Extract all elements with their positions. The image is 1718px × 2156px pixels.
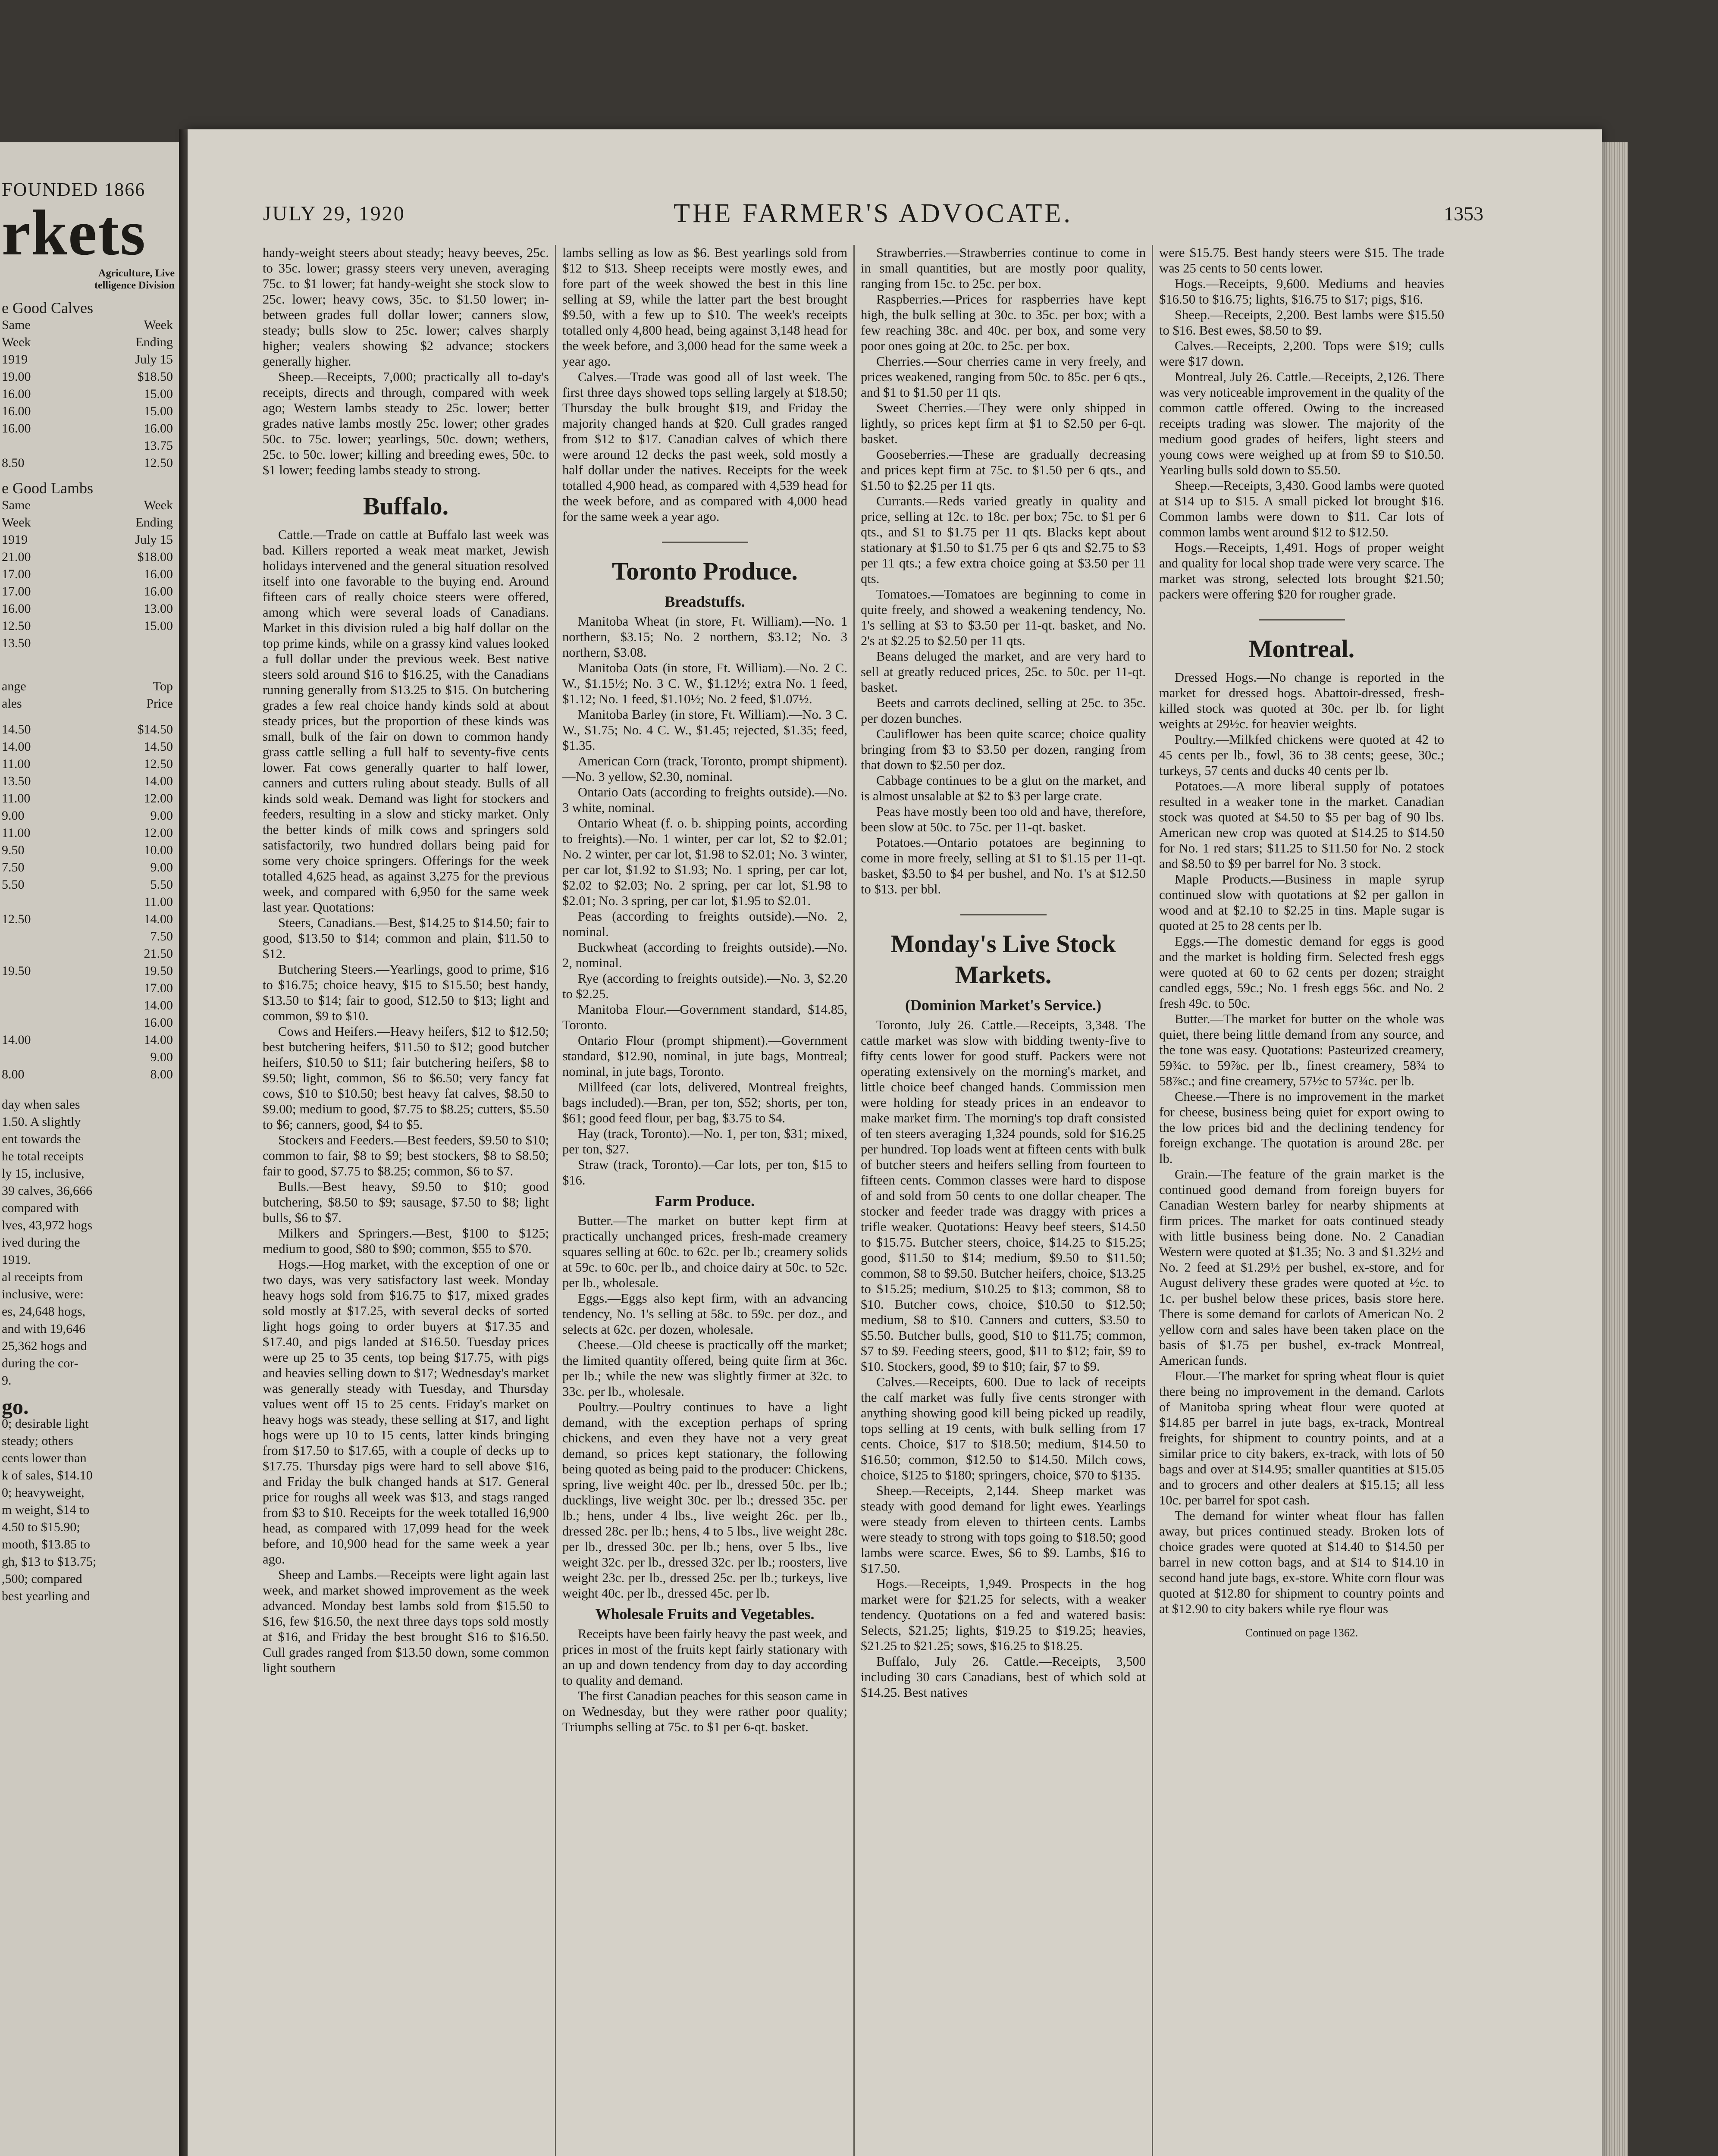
paragraph: handy-weight steers about steady; heavy beeves, 25c. to 35c. lower; grassy steers very uneven, averaging 75c. to $1 lower; fat handy-weight she stock slow to 25c. lower; heavy cows, 35c. to $1.50 lower; in-between grades full dollar lower; canners slow, steady; bulls slow to 25c. lower; calves sharply higher; vealers showing $2 advance; stockers generally higher.	[263, 245, 549, 369]
table-cell: 8.50	[2, 456, 25, 470]
table-cell: July 15	[135, 352, 173, 367]
table-cell: 14.50	[144, 740, 173, 754]
paragraph: Rye (according to freights outside).—No. 3, $2.20 to $2.25.	[562, 971, 847, 1001]
text-line: 9.	[2, 1373, 12, 1388]
paragraph: Ontario Oats (according to freights outside).—No. 3 white, nominal.	[562, 785, 847, 815]
table-cell: ange	[2, 679, 26, 693]
column-3	[853, 245, 1152, 2156]
paragraph: Steers, Canadians.—Best, $14.25 to $14.50; fair to good, $13.50 to $14; common and plain, $11.50 to $12.	[263, 915, 549, 961]
table-cell: 14.00	[144, 1033, 173, 1047]
table-cell: 12.50	[2, 912, 31, 926]
table-row	[0, 583, 179, 600]
facing-page-fragment	[0, 142, 179, 2156]
table-cell: 13.00	[144, 602, 173, 616]
page-edges	[1602, 142, 1628, 2156]
facing-section-title: go.	[2, 1395, 29, 1419]
table-cell: 9.00	[150, 808, 173, 823]
paragraph: Butter.—The market for butter on the whole was quiet, there being little demand from any source, and the tone was easy. Quotations: Pasteurized creamery, 59¾c. to 59⅞c. per lb., finest creamery, 58¾ to 58⅞c.; and fine creamery, 57½c to 57¾c. per lb.	[1159, 1012, 1444, 1088]
table-row	[0, 317, 179, 334]
paragraph: Calves.—Trade was good all of last week. The first three days showed tops selling largely at $18.50; Thursday the bulk brought $19, and Friday the majority changed hands at $20. Cull grades ranged from $12 to $17. Canadian calves of which there were around 12 decks the past week, sold mostly a half dollar under the natives. Receipts for the week totalled 4,900 head, as compared with 4,539 head for the week before, and as compared with 4,000 head for the same week a year ago.	[562, 370, 847, 524]
paragraph: Hogs.—Receipts, 1,949. Prospects in the hog market were for $21.25 for selects, with a weaker tendency. Quotations on a fed and watered basis: Selects, $21.25; lights, $19.25 to $19.25; heavies, $21.25 to $21.25; sows, $16.25 to $18.25.	[861, 1576, 1146, 1653]
table-cell: Week	[144, 318, 173, 332]
table-row	[0, 497, 179, 514]
table-cell: 19.50	[2, 964, 31, 978]
table-cell: 11.00	[2, 826, 31, 840]
paragraph: Toronto, July 26. Cattle.—Receipts, 3,348. The cattle market was slow with bidding twenty-five to fifty cents lower for good stuff. Packers were not operating extensively on the morning's market, and little choice beef changed hands. Commission men were holding for steady prices in an endeavor to make market firm. The morning's top draft consisted of ten steers averaging 1,324 pounds, sold for $16.25 per hundred. Top loads went at fifteen cents with bulk of butcher steers and heifers selling from fourteen to fifteen cents. Common classes were hard to dispose of and sold from 50 cents to one dollar cheaper. The stocker and feeder trade was draggy with prices a trifle weaker. Quotations: Heavy beef steers, $14.50 to $15.75. Butcher steers, choice, $14.25 to $15.25; good, $11.50 to $14; medium, $9.50 to $11.50; common, $8 to $9.50. Butcher heifers, choice, $13.25 to $15.25; medium, $10.25 to $13; common, $8 to $10. Butcher cows, choice, $10.50 to $12.50; medium, $8 to $10. Canners and cutters, $3.50 to $5.50. Butcher bulls, good, $10 to $11.75; common, $7 to $9. Feeding steers, good, $11 to $12; fair, $9 to $10. Stockers, good, $9 to $10; fair, $7 to $9.	[861, 1018, 1146, 1374]
paragraph: Maple Products.—Business in maple syrup continued slow with quotations at $2 per gallon in wood and at $2.10 to $2.25 in tins. Maple sugar is quoted at 25 to 28 cents per lb.	[1159, 872, 1444, 933]
paragraph: were $15.75. Best handy steers were $15. The trade was 25 cents to 50 cents lower.	[1159, 245, 1444, 276]
paragraph: Straw (track, Toronto).—Car lots, per ton, $15 to $16.	[562, 1157, 847, 1188]
table-row	[0, 1066, 179, 1083]
paragraph: Flour.—The market for spring wheat flour is quiet there being no improvement in the demand. Carlots of Manitoba spring wheat flour were quoted at $14.85 per barrel in jute bags, ex-track, Montreal freights, for shipment to country points, and at a similar price to city bakers, ex-track, with lots of 50 bags and over at $14.95; smaller quantities at $15.05 and to grocers and other dealers at $15.15; all less 10c. per barrel for spot cash.	[1159, 1369, 1444, 1507]
table-cell: 11.00	[2, 757, 31, 771]
paragraph: Gooseberries.—These are gradually decreasing and prices kept firm at 75c. to $1.50 per 6 qts., and $1.50 to $2.25 per 11 qts.	[861, 447, 1146, 493]
table-cell: 17.00	[144, 981, 173, 995]
table-cell: 11.00	[2, 791, 31, 805]
table-cell: 13.50	[2, 636, 31, 650]
table-row	[0, 980, 179, 997]
paragraph: Raspberries.—Prices for raspberries have kept high, the bulk selling at 30c. to 35c. per box; with a few reaching 38c. and 40c. per box, and some very poor ones going at 20c. to 25c. per box.	[861, 292, 1146, 353]
text-line: 25,362 hogs and	[2, 1339, 87, 1353]
text-line: k of sales, $14.10	[2, 1468, 93, 1482]
paragraph: Potatoes.—Ontario potatoes are beginning to come in more freely, selling at $1 to $1.15 per 11-qt. basket, $3.50 to $4 per bushel, and No. 1's at $12.50 to $13. per bbl.	[861, 835, 1146, 896]
table-cell: 12.00	[144, 791, 173, 805]
paragraph: Potatoes.—A more liberal supply of potatoes resulted in a weaker tone in the market. Canadian stock was quoted at $4.50 to $5 per bag of 90 lbs. American new crop was quoted at $14.25 to $14.50 for No. 1 red stars; $11.25 to $11.50 for No. 2 stock and $8.50 to $9 per barrel for No. 3 stock.	[1159, 779, 1444, 871]
table-cell: 9.00	[2, 808, 25, 823]
table-cell: 11.00	[144, 895, 173, 909]
table-row	[0, 945, 179, 962]
paragraph: Peas (according to freights outside).—No. 2, nominal.	[562, 909, 847, 939]
table-cell: Price	[146, 696, 173, 711]
divider	[960, 914, 1047, 915]
table-cell: 15.00	[144, 619, 173, 633]
text-line: mooth, $13.85 to	[2, 1537, 91, 1551]
paragraph: Sheep.—Receipts, 2,144. Sheep market was steady with good demand for light ewes. Yearlings were steady from eleven to thirteen cents. Lambs were steady to strong with tops going to $18.50; good lambs were scarce. Ewes, $6 to $9. Lambs, $16 to $17.50.	[861, 1483, 1146, 1576]
paragraph: Manitoba Wheat (in store, Ft. William).—No. 1 northern, $3.15; No. 2 northern, $3.12; No. 3 northern, $3.08.	[562, 614, 847, 660]
masthead: THE FARMER'S ADVOCATE.	[674, 198, 1073, 228]
paragraph: Milkers and Springers.—Best, $100 to $125; medium to good, $80 to $90; common, $55 to $70.	[263, 1226, 549, 1256]
table-row	[0, 600, 179, 617]
paragraph: Eggs.—The domestic demand for eggs is good and the market is holding firm. Selected fresh eggs were quoted at 60 to 62 cents per dozen; straight candled eggs, 59c.; No. 1 fresh eggs 56c. and No. 2 fresh 49c. to 50c.	[1159, 934, 1444, 1011]
paragraph: Receipts have been fairly heavy the past week, and prices in most of the fruits kept fairly stationary with an up and down tendency from day to day according to quality and demand.	[562, 1626, 847, 1688]
text-line: during the cor-	[2, 1356, 78, 1370]
table-cell: 21.00	[2, 550, 31, 564]
table-cell: 12.50	[144, 757, 173, 771]
table-cell: 1919	[2, 533, 28, 547]
table-row	[0, 911, 179, 928]
text-line: inclusive, were:	[2, 1287, 84, 1301]
paragraph: Strawberries.—Strawberries continue to come in in small quantities, but are mostly poor quality, ranging from 15c. to 25c. per box.	[861, 245, 1146, 291]
table-row	[0, 531, 179, 548]
text-line: 1919.	[2, 1253, 31, 1267]
credit-line-2: telligence Division	[94, 280, 175, 291]
paragraph: Cows and Heifers.—Heavy heifers, $12 to $12.50; best butchering heifers, $11.50 to $12; good butcher heifers, $10.50 to $11; fair butchering heifers, $8 to $9.50; light, common, $6 to $6.50; very fancy fat cows, $10 to $10.50; best heavy fat calves, $8.50 to $9.00; medium to good, $7.75 to $8.25; cutters, $5.50 to $6; canners, good, $4 to $5.	[263, 1024, 549, 1132]
text-line: cents lower than	[2, 1451, 87, 1465]
paragraph: Beans deluged the market, and are very hard to sell at greatly reduced prices, 25c. to 50c. per 11-qt. basket.	[861, 649, 1146, 695]
column-4	[1152, 245, 1450, 2156]
table-row	[0, 1031, 179, 1049]
divider	[662, 542, 748, 543]
table-cell: Top	[153, 679, 173, 693]
text-line: es, 24,648 hogs,	[2, 1304, 86, 1319]
paragraph: Eggs.—Eggs also kept firm, with an advancing tendency, No. 1's selling at 58c. to 59c. per doz., and selects at 62c. per dozen, wholesale.	[562, 1291, 847, 1337]
section-title-toronto-produce: Toronto Produce.	[612, 557, 798, 585]
newspaper-page	[188, 129, 1602, 2156]
table-cell: 21.50	[144, 946, 173, 961]
table-cell: 14.00	[2, 1033, 31, 1047]
paragraph: Calves.—Receipts, 600. Due to lack of receipts the calf market was fully five cents stronger with anything showing good kill being picked up readily, tops selling at 19 cents, with bulk selling from 17 cents. Choice, $17 to $18.50; medium, $14.50 to $16.50; common, $12.50 to $14.50. Milch cows, choice, $125 to $180; springers, choice, $70 to $135.	[861, 1375, 1146, 1482]
facing-text-fragment	[0, 1096, 179, 1389]
table-row	[0, 962, 179, 980]
table-cell: 9.00	[150, 1050, 173, 1064]
paragraph: Cauliflower has been quite scarce; choice quality bringing from $3 to $3.50 per dozen, ranging from that down to $2.50 per doz.	[861, 727, 1146, 772]
paragraph: Hay (track, Toronto).—No. 1, per ton, $31; mixed, per ton, $27.	[562, 1126, 847, 1156]
page-number: 1353	[1444, 202, 1483, 225]
paragraph: Stockers and Feeders.—Best feeders, $9.50 to $10; common to fair, $8 to $9; best stockers, $8 to $8.50; fair to good, $7.75 to $8.25; common, $6 to $7.	[263, 1133, 549, 1178]
table-row	[0, 548, 179, 566]
table-cell: 16.00	[2, 602, 31, 616]
paragraph: American Corn (track, Toronto, prompt shipment).—No. 3 yellow, $2.30, nominal.	[562, 754, 847, 784]
table-row	[0, 695, 179, 712]
paragraph: lambs selling as low as $6. Best yearlings sold from $12 to $13. Sheep receipts were mostly ewes, and fore part of the week showed the best in this line selling at $9, while the latter part the best brought $9.50, with a few up to $10. The week's receipts totalled only 4,800 head, being against 3,148 head for the week before, and 3,000 head for the same week a year ago.	[562, 245, 847, 369]
price-table	[0, 721, 179, 1083]
table-row	[0, 420, 179, 437]
table-row	[0, 928, 179, 945]
price-table-head	[0, 678, 179, 712]
paragraph: Tomatoes.—Tomatoes are beginning to come in quite freely, and showed a weakening tendency, No. 1's selling at $3 to $3.50 per 11-qt. basket, and No. 2's at $2.25 to $2.50 per 11 qts.	[861, 587, 1146, 648]
table-row	[0, 1014, 179, 1031]
table-cell: 16.00	[144, 567, 173, 581]
text-line: best yearling and	[2, 1589, 90, 1603]
table-cell: Week	[144, 498, 173, 512]
table-cell: 16.00	[144, 584, 173, 599]
paragraph: Cabbage continues to be a glut on the market, and is almost unsalable at $2 to $3 per large crate.	[861, 773, 1146, 803]
column-2	[555, 245, 853, 2156]
text-line: 1.50. A slightly	[2, 1115, 81, 1129]
table-row	[0, 790, 179, 807]
issue-date: JULY 29, 1920	[263, 202, 405, 225]
paragraph: Sheep.—Receipts, 3,430. Good lambs were quoted at $14 up to $15. A small picked lot brought $16. Common lambs were down to $11. Car lots of common lambs went around $12 to $12.50.	[1159, 478, 1444, 539]
paragraph: The first Canadian peaches for this season came in on Wednesday, but they were rather poor quality; Triumphs selling at 75c. to $1 per 6-qt. basket.	[562, 1689, 847, 1734]
paragraph: Buckwheat (according to freights outside).—No. 2, nominal.	[562, 940, 847, 970]
text-line: day when sales	[2, 1097, 80, 1112]
paragraph: Beets and carrots declined, selling at 25c. to 35c. per dozen bunches.	[861, 696, 1146, 726]
table-cell: 15.00	[144, 387, 173, 401]
page-header	[263, 194, 1483, 233]
paragraph: Hogs.—Receipts, 9,600. Mediums and heavies $16.50 to $16.75; lights, $16.75 to $17; pigs, $16.	[1159, 276, 1444, 307]
table-row	[0, 454, 179, 472]
lambs-table	[0, 497, 179, 652]
table-cell: 14.00	[2, 740, 31, 754]
calves-table	[0, 317, 179, 472]
founded-label: FOUNDED 1866	[2, 179, 146, 200]
paragraph: Peas have mostly been too old and have, therefore, been slow at 50c. to 75c. per 11-qt. basket.	[861, 804, 1146, 834]
lambs-heading: e Good Lambs	[2, 479, 93, 497]
text-line: ,500; compared	[2, 1572, 82, 1586]
paragraph: Montreal, July 26. Cattle.—Receipts, 2,126. There was very noticeable improvement in the quality of the common cattle offered. Owing to the increased receipts trading was slower. The majority of the medium good grades of heifers, light steers and young cows were weighed up at from $9 to $10.50. Yearling bulls sold down to $5.50.	[1159, 370, 1444, 477]
credit-line-1: Agriculture, Live	[98, 268, 175, 279]
table-cell: 14.50	[2, 722, 31, 736]
table-cell: July 15	[135, 533, 173, 547]
book-gutter	[179, 129, 188, 2156]
paragraph: The demand for winter wheat flour has fallen away, but prices continued steady. Broken lots of choice grades were quoted at $14.40 to $14.50 per barrel in new cotton bags, and at $14 to $14.10 in second hand jute bags, ex-store. White corn flour was quoted at $12.80 for shipment to country points and at $12.90 to city bakers while rye flour was	[1159, 1508, 1444, 1616]
columns	[257, 245, 1490, 2156]
paragraph: Cherries.—Sour cherries came in very freely, and prices weakened, ranging from 50c. to 85c. per 6 qts., and $1 to $1.50 per 11 qts.	[861, 354, 1146, 400]
table-cell: 14.00	[144, 912, 173, 926]
table-cell: 14.00	[144, 998, 173, 1012]
section-title-monday-markets: Monday's Live Stock Markets.	[890, 930, 1116, 989]
table-cell: 5.50	[150, 877, 173, 892]
text-line: m weight, $14 to	[2, 1503, 90, 1517]
paragraph: Cheese.—There is no improvement in the market for cheese, business being quiet for export owing to the low prices bid and the declining tendency for foreign exchange. The quotation is around 28c. per lb.	[1159, 1089, 1444, 1166]
text-line: and with 19,646	[2, 1322, 86, 1336]
paragraph: Poultry.—Milkfed chickens were quoted at 42 to 45 cents per lb., fowl, 36 to 38 cents; geese, 30c.; turkeys, 57 cents and ducks 40 cents per lb.	[1159, 732, 1444, 778]
table-row	[0, 1049, 179, 1066]
table-row	[0, 773, 179, 790]
paragraph: Cheese.—Old cheese is practically off the market; the limited quantity offered, being quite firm at 36c. per lb.; while the new was slightly firmer at 32c. to 33c. per lb., wholesale.	[562, 1338, 847, 1399]
paragraph: Hogs.—Hog market, with the exception of one or two days, was very satisfactory last week. Monday heavy hogs sold from $16.75 to $17, mixed grades sold mostly at $17.25, with several decks of sorted light hogs going to order buyers at $17.35 and $17.40, and pigs landed at $16.50. Tuesday prices were up 25 to 35 cents, top being $17.75, with pigs and heavies selling down to $17; Wednesday's market was generally steady with Tuesday, and Thursday values went off 15 to 25 cents. Friday's market on heavy hogs was steady, these selling at $17, and light hogs were up 10 to 15 cents, latter kinds bringing from $17.50 to $17.65, with a couple of decks up to $17.75. Thursday pigs were hard to sell above $16, and Friday the bulk changed hands at $17. General price for roughs all week was $13, and stags ranged from $3 to $10. Receipts for the week totalled 16,900 head, as compared with 17,099 head for the week before, and 10,900 head for the same week a year ago.	[263, 1257, 549, 1567]
paragraph: Hogs.—Receipts, 1,491. Hogs of proper weight and quality for local shop trade were very scarce. The market was strong, selected lots brought $21.50; packers were offering $20 for rougher grade.	[1159, 540, 1444, 602]
table-cell: ales	[2, 696, 22, 711]
paragraph: Grain.—The feature of the grain market is the continued good demand from foreign buyers for Canadian Western barley for nearby shipments at firm prices. The market for oats continued steady with little business being done. No. 2 Canadian Western were quoted at $1.35; No. 3 and $1.32½ and No. 2 feed at $1.29½ per bushel, ex-store, and for August delivery these grades were quoted at ½c. to 1c. per bushel below these prices, basis store here. There is some demand for carlots of American No. 2 yellow corn and sales have been taken place on the basis of $1.75 per bushel, ex-track Montreal, American funds.	[1159, 1167, 1444, 1368]
text-line: 4.50 to $15.90;	[2, 1520, 80, 1534]
table-row	[0, 514, 179, 531]
table-row	[0, 566, 179, 583]
paragraph: Bulls.—Best heavy, $9.50 to $10; good butchering, $8.50 to $9; sausage, $7.50 to $8; light bulls, $6 to $7.	[263, 1179, 549, 1225]
table-cell: 8.00	[2, 1067, 25, 1081]
table-cell: Week	[2, 515, 31, 530]
subsection-title-breadstuffs: Breadstuffs.	[665, 593, 745, 610]
table-row	[0, 334, 179, 351]
calves-heading: e Good Calves	[2, 299, 93, 317]
paragraph: Sweet Cherries.—They were only shipped in lightly, so prices kept firm at $1 to $2.50 per 6-qt. basket.	[861, 401, 1146, 446]
section-subtitle: (Dominion Market's Service.)	[905, 997, 1101, 1014]
table-row	[0, 807, 179, 824]
table-row	[0, 755, 179, 773]
table-cell: $18.00	[137, 550, 173, 564]
table-cell: 9.00	[150, 860, 173, 874]
table-cell: 19.50	[144, 964, 173, 978]
table-cell: 16.00	[144, 1015, 173, 1030]
table-row	[0, 876, 179, 893]
table-cell: 5.50	[2, 877, 25, 892]
table-cell: 1919	[2, 352, 28, 367]
table-row	[0, 617, 179, 635]
table-cell: 7.50	[150, 929, 173, 943]
text-line: compared with	[2, 1201, 79, 1215]
table-cell: 8.00	[150, 1067, 173, 1081]
column-1	[257, 245, 555, 2156]
divider	[1259, 619, 1345, 620]
paragraph: Dressed Hogs.—No change is reported in the market for dressed hogs. Abattoir-dressed, fresh-killed stock was quoted at 30c. per lb. for light weights at 29½c. for heavier weights.	[1159, 670, 1444, 731]
section-title-buffalo: Buffalo.	[363, 492, 449, 520]
text-line: steady; others	[2, 1434, 73, 1448]
facing-text-fragment-2	[0, 1415, 179, 1605]
table-cell: 12.00	[144, 826, 173, 840]
table-cell: $14.50	[137, 722, 173, 736]
table-row	[0, 635, 179, 652]
table-row	[0, 721, 179, 738]
paragraph: Calves.—Receipts, 2,200. Tops were $19; culls were $17 down.	[1159, 338, 1444, 369]
table-cell: Ending	[135, 335, 173, 349]
table-cell: Week	[2, 335, 31, 349]
paragraph: Sheep.—Receipts, 7,000; practically all to-day's receipts, directs and through, compared with week ago; Western lambs steady to 25c. lower; better grades native lambs mostly 25c. lower; other grades 50c. to 75c. lower; yearlings, 50c. down; wethers, 25c. to 50c. lower; killing and breeding ewes, 50c. to $1 lower; feeding lambs steady to strong.	[263, 370, 549, 477]
paragraph: Buffalo, July 26. Cattle.—Receipts, 3,500 including 30 cars Canadians, best of which sold at $14.25. Best natives	[861, 1654, 1146, 1700]
table-row	[0, 842, 179, 859]
text-line: 0; desirable light	[2, 1416, 89, 1431]
paragraph: Millfeed (car lots, delivered, Montreal freights, bags included).—Bran, per ton, $52; shorts, per ton, $61; good feed flour, per bag, $3.75 to $4.	[562, 1080, 847, 1125]
text-line: ly 15, inclusive,	[2, 1166, 85, 1181]
table-cell: 12.50	[144, 456, 173, 470]
table-row	[0, 738, 179, 755]
paragraph: Currants.—Reds varied greatly in quality and price, selling at 12c. to 18c. per box; 75c. to $1 per 6 qts., and $1 to $1.75 per 11 qts. Blacks kept about stationary at $1.50 to $1.75 per 6 qts and $2.75 to $3 per 11 qts.; a few extra choice going at $3.50 per 11 qts.	[861, 494, 1146, 586]
table-cell: 10.00	[144, 843, 173, 857]
table-cell: 9.50	[2, 843, 25, 857]
paragraph: Manitoba Flour.—Government standard, $14.85, Toronto.	[562, 1002, 847, 1032]
table-cell: $18.50	[137, 370, 173, 384]
table-row	[0, 997, 179, 1014]
paragraph: Ontario Flour (prompt shipment).—Government standard, $12.90, nominal, in jute bags, Montreal; nominal, in jute bags, Toronto.	[562, 1033, 847, 1079]
subsection-title-wholesale: Wholesale Fruits and Vegetables.	[595, 1605, 815, 1623]
table-row	[0, 893, 179, 911]
table-row	[0, 368, 179, 385]
table-cell: 16.00	[144, 421, 173, 436]
paragraph: Sheep.—Receipts, 2,200. Best lambs were $15.50 to $16. Best ewes, $8.50 to $9.	[1159, 307, 1444, 338]
text-line: he total receipts	[2, 1149, 84, 1163]
table-cell: 7.50	[2, 860, 25, 874]
table-cell: 17.00	[2, 567, 31, 581]
paragraph: Butter.—The market on butter kept firm at practically unchanged prices, fresh-made creamery squares selling at 60c. to 62c. per lb.; creamery solids at 59c. to 60c. per lb., and choice dairy at 50c. to 52c. per lb., wholesale.	[562, 1213, 847, 1290]
paragraph: Manitoba Barley (in store, Ft. William).—No. 3 C. W., $1.75; No. 4 C. W., $1.45; rejected, $1.35; feed, $1.35.	[562, 707, 847, 753]
paragraph: Cattle.—Trade on cattle at Buffalo last week was bad. Killers reported a weak meat market, Jewish holidays intervened and the general situation resolved itself into one favorable to the buying end. Around fifteen cars of really choice steers were offered, among which were several loads of Canadians. Market in this division ruled a big half dollar on the top prime kinds, while on a grassy kind values looked a full dollar under the previous week. Best native steers sold around $16 to $16.25, with the Canadians running generally from $13.25 to $15. On butchering grades a few real choice handy kinds sold at about steady prices, but the proportion of these kinds was small, bulk of the fair on down to common handy grass cattle selling a full half to seventy-five cents lower. Fat cows generally quarter to half lower, canners and cutters ruling about steady. Bulls of all kinds sold weak. Demand was light for stockers and feeders, resulting in a slow and sticky market. Only the better kinds of milk cows and springers sold satisfactorily, two hundred dollars being paid for some very choice springers. Offerings for the week totalled 4,625 head, as against 3,275 for the previous week, and compared with 6,950 for the same week last year. Quotations:	[263, 527, 549, 915]
text-line: lves, 43,972 hogs	[2, 1218, 92, 1232]
table-cell: 16.00	[2, 421, 31, 436]
paragraph: Sheep and Lambs.—Receipts were light again last week, and market showed improvement as the week advanced. Monday best lambs sold from $15.50 to $16, few $16.50, the next three days tops sold mostly at $16, and Friday the best brought $16 to $16.50. Cull grades ranged from $13.50 down, some common light southern	[263, 1567, 549, 1675]
paragraph: Butchering Steers.—Yearlings, good to prime, $16 to $16.75; choice heavy, $15 to $15.50; best handy, $13.50 to $14; fair to good, $12.50 to $13; light and common, $9 to $10.	[263, 962, 549, 1023]
table-cell: 15.00	[144, 404, 173, 418]
table-cell: 16.00	[2, 404, 31, 418]
table-row	[0, 351, 179, 368]
text-line: 0; heavyweight,	[2, 1485, 85, 1500]
subsection-title-farm-produce: Farm Produce.	[655, 1192, 755, 1210]
table-row	[0, 824, 179, 842]
continued-note: Continued on page 1362.	[1245, 1626, 1358, 1639]
section-title-montreal: Montreal.	[1248, 635, 1355, 663]
table-cell: 19.00	[2, 370, 31, 384]
table-cell: 17.00	[2, 584, 31, 599]
text-line: ent towards the	[2, 1132, 81, 1146]
table-cell: 14.00	[144, 774, 173, 788]
table-cell: 12.50	[2, 619, 31, 633]
table-cell: Same	[2, 318, 31, 332]
table-row	[0, 678, 179, 695]
paragraph: Poultry.—Poultry continues to have a light demand, with the exception perhaps of spring chickens, and even they have not a very great demand, so prices kept stationary, the following being quoted as being paid to the producer: Chickens, spring, live weight 40c. per lb., dressed 50c. per lb.; ducklings, live weight 30c. per lb.; dressed 35c. per lb.; hens, under 4 lbs., live weight 26c. per lb., dressed 28c. per lb.; hens, 4 to 5 lbs., live weight 28c. per lb., dressed 30c. per lb.; hens, over 5 lbs., live weight 32c. per lb., dressed 32c. per lb.; roosters, live weight 23c. per lb., dressed 25c. per lb.; turkeys, live weight 40c. per lb., dressed 45c. per lb.	[562, 1400, 847, 1601]
table-cell: 16.00	[2, 387, 31, 401]
table-row	[0, 403, 179, 420]
text-line: al receipts from	[2, 1270, 83, 1284]
table-row	[0, 385, 179, 403]
paragraph: Manitoba Oats (in store, Ft. William).—No. 2 C. W., $1.15½; No. 3 C. W., $1.12½; extra No. 1 feed, $1.12; No. 1 feed, $1.10½; No. 2 feed, $1.07½.	[562, 661, 847, 706]
text-line: ived during the	[2, 1235, 80, 1250]
table-row	[0, 437, 179, 454]
table-cell: Same	[2, 498, 31, 512]
table-cell: 13.75	[144, 439, 173, 453]
table-cell: Ending	[135, 515, 173, 530]
paragraph: Ontario Wheat (f. o. b. shipping points, according to freights).—No. 1 winter, per car lot, $2 to $2.01; No. 2 winter, per car lot, $1.98 to $2.01; No. 3 winter, per car lot, $1.92 to $1.93; No. 1 spring, per car lot, $2.02 to $2.03; No. 2 spring, per car lot, $1.98 to $2.01; No. 3 spring, per car lot, $1.95 to $2.01.	[562, 816, 847, 908]
table-row	[0, 859, 179, 876]
text-line: 39 calves, 36,666	[2, 1184, 92, 1198]
text-line: gh, $13 to $13.75;	[2, 1554, 97, 1569]
table-cell: 13.50	[2, 774, 31, 788]
markets-heading: rkets	[2, 197, 146, 269]
